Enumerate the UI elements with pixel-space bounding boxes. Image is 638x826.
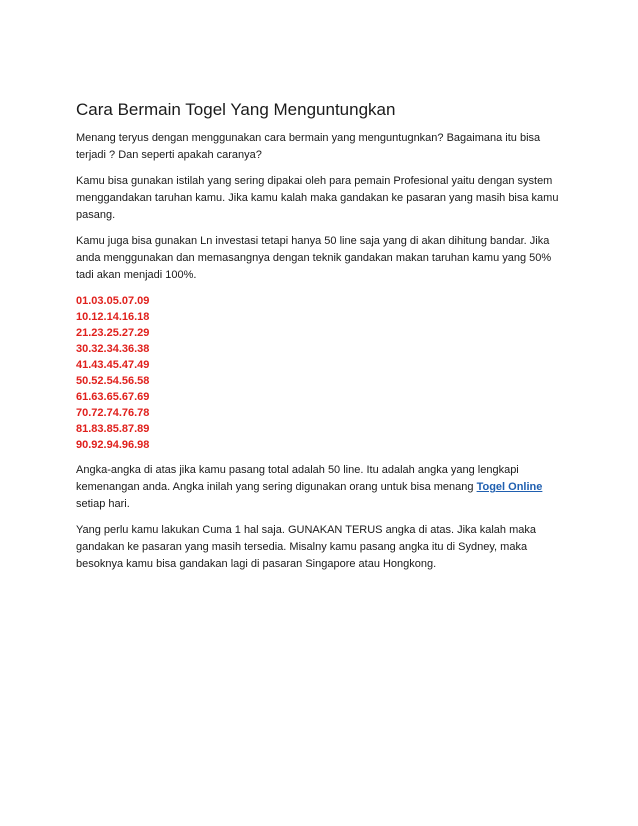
- number-line: 61.63.65.67.69: [76, 391, 150, 403]
- number-line: 70.72.74.76.78: [76, 407, 150, 419]
- number-line: 01.03.05.07.09: [76, 295, 150, 307]
- document-title: Cara Bermain Togel Yang Menguntungkan: [76, 100, 396, 119]
- number-line: 50.52.54.56.58: [76, 375, 150, 387]
- paragraph-system: Kamu bisa gunakan istilah yang sering dipakai oleh para pemain Profesional yaitu dengan system menggandakan taruhan kamu. Jika kamu kalah maka gandakan ke pasaran yang masih bisa kamu pasang.: [76, 175, 559, 221]
- paragraph-numbers-info-tail: setiap hari.: [76, 498, 130, 510]
- paragraph-numbers-info-text: Angka-angka di atas jika kamu pasang total adalah 50 line. Itu adalah angka yang lengkapi kemenangan anda. Angka inilah yang sering digunakan orang untuk bisa menang: [76, 464, 519, 493]
- number-line: 10.12.14.16.18: [76, 311, 150, 323]
- number-line: 90.92.94.96.98: [76, 439, 150, 451]
- document-body: [76, 100, 566, 582]
- number-line: 41.43.45.47.49: [76, 359, 150, 371]
- paragraph-intro: Menang teryus dengan menggunakan cara bermain yang menguntugnkan? Bagaimana itu bisa terjadi ? Dan seperti apakah caranya?: [76, 132, 541, 161]
- number-line: 81.83.85.87.89: [76, 423, 150, 435]
- togel-online-link[interactable]: Togel Online: [476, 481, 543, 493]
- number-line: 30.32.34.36.38: [76, 343, 150, 355]
- paragraph-numbers-info: [76, 462, 566, 513]
- number-list: [76, 293, 566, 453]
- paragraph-investment: Kamu juga bisa gunakan Ln investasi tetapi hanya 50 line saja yang di akan dihitung bandar. Jika anda menggunakan dan memasangnya dengan teknik gandakan makan taruhan kamu yang 50% tadi akan menjadi 100%.: [76, 235, 552, 281]
- number-line: 21.23.25.27.29: [76, 327, 150, 339]
- paragraph-instructions: Yang perlu kamu lakukan Cuma 1 hal saja. GUNAKAN TERUS angka di atas. Jika kalah maka gandakan ke pasaran yang masih tersedia. Misalny kamu pasang angka itu di Sydney, maka besoknya kamu bisa gandakan lagi di pasaran Singapore atau Hongkong.: [76, 524, 536, 570]
